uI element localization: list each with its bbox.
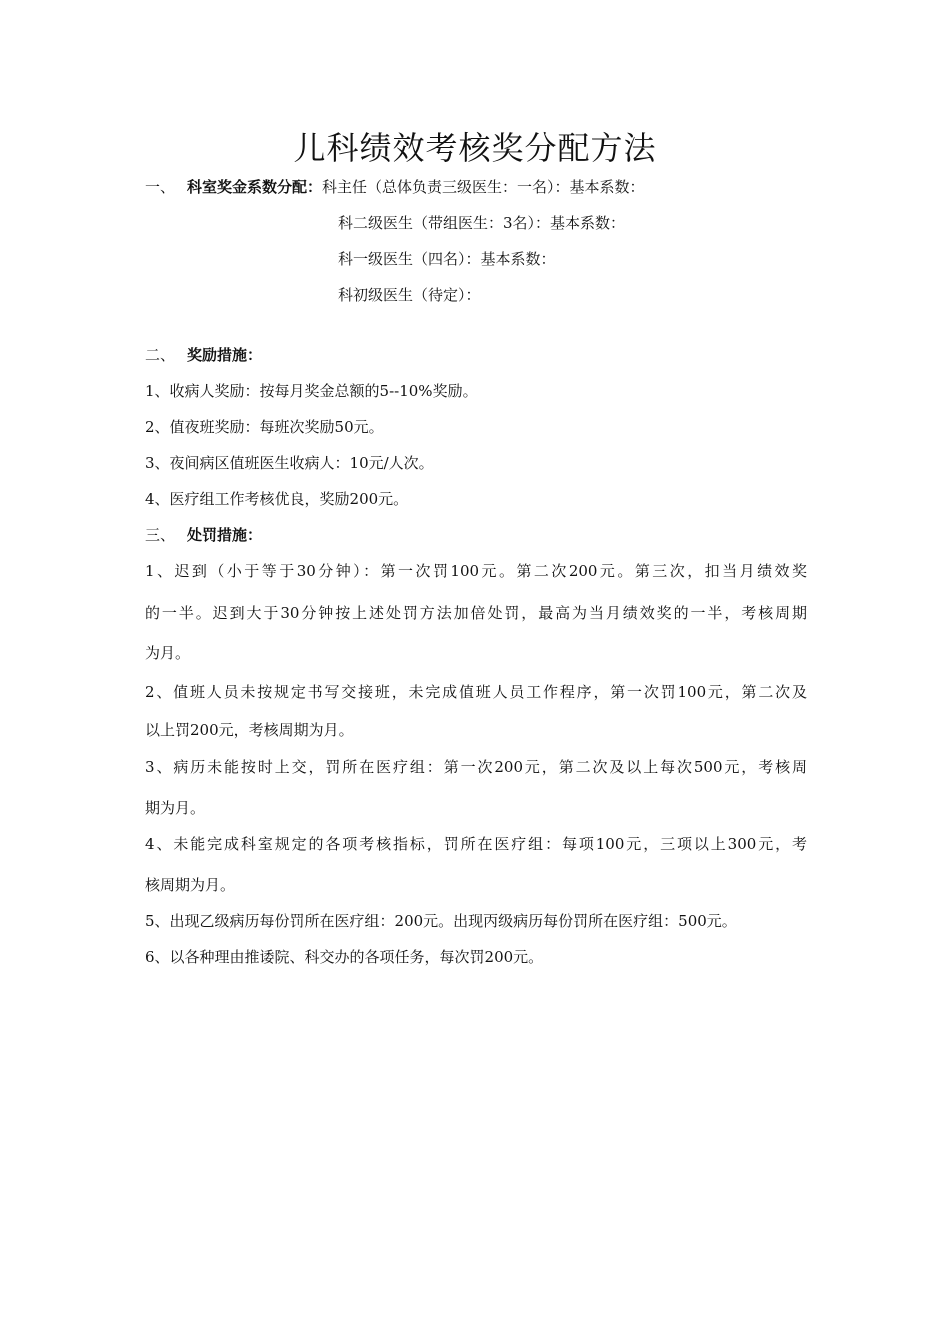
section-1-number: 一、 <box>145 178 176 196</box>
penalty-item-5: 5、出现乙级病历每份罚所在医疗组：200元。出现丙级病历每份罚所在医疗组：500元。 <box>145 912 737 930</box>
penalty-item-6: 6、以各种理由推诿院、科交办的各项任务，每次罚200元。 <box>145 948 544 966</box>
reward-item: 4、医疗组工作考核优良，奖励200元。 <box>145 490 409 508</box>
penalty-item-1-line: 为月。 <box>145 644 191 662</box>
section-3-number: 三、 <box>145 526 176 544</box>
section-1-item: 科主任（总体负责三级医生：一名）：基本系数： <box>322 178 645 196</box>
section-1-item: 科初级医生（待定）： <box>338 286 481 304</box>
section-3-heading: 处罚措施： <box>187 526 263 544</box>
section-2-header <box>145 345 262 365</box>
section-1-heading: 科室奖金系数分配： <box>187 178 323 196</box>
section-1-item: 科一级医生（四名）：基本系数： <box>338 250 556 268</box>
reward-item: 3、夜间病区值班医生收病人：10元/人次。 <box>145 454 434 472</box>
penalty-item-4-line: 4、未能完成科室规定的各项考核指标，罚所在医疗组：每项100元，三项以上300元，考 <box>145 835 807 853</box>
penalty-item-3-line: 期为月。 <box>145 799 206 817</box>
section-1-item: 科二级医生（带组医生：3名）：基本系数： <box>338 214 626 232</box>
penalty-item-3-line: 3、病历未能按时上交，罚所在医疗组：第一次200元，第二次及以上每次500元，考核周 <box>145 758 807 776</box>
penalty-item-2-line: 2、值班人员未按规定书写交接班，未完成值班人员工作程序，第一次罚100元，第二次及 <box>145 683 807 701</box>
penalty-item-2-line: 以上罚200元，考核周期为月。 <box>145 721 354 739</box>
section-2-number: 二、 <box>145 346 176 364</box>
penalty-item-4-line: 核周期为月。 <box>145 876 236 894</box>
penalty-item-1-line: 1、迟到（小于等于30分钟）：第一次罚100元。第二次200元。第三次，扣当月绩效奖 <box>145 562 807 580</box>
section-1-header <box>145 177 645 197</box>
section-2-heading: 奖励措施： <box>187 346 263 364</box>
section-3-header <box>145 525 262 545</box>
penalty-item-1-line: 的一半。迟到大于30分钟按上述处罚方法加倍处罚，最高为当月绩效奖的一半，考核周期 <box>145 604 807 622</box>
reward-item: 2、值夜班奖励：每班次奖励50元。 <box>145 418 384 436</box>
reward-item: 1、收病人奖励：按每月奖金总额的5--10%奖励。 <box>145 382 478 400</box>
document-title: 儿科绩效考核奖分配方法 <box>293 129 657 167</box>
